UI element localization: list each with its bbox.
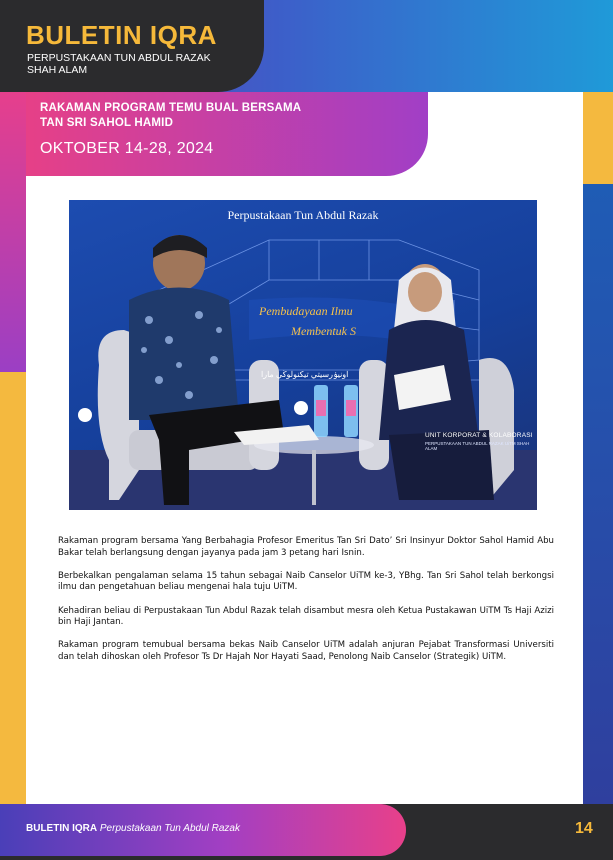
article-body — [58, 536, 554, 675]
backdrop-title: Perpustakaan Tun Abdul Razak — [227, 208, 379, 222]
left-edge-gold-band — [0, 372, 26, 804]
right-edge-gold-band — [583, 92, 613, 184]
article-title-block — [26, 92, 428, 176]
article-paragraph-2: Berbekalkan pengalaman selama 15 tahun sebagai Naib Canselor UiTM ke-3, YBhg. Tan Sri Sahol telah berkongsi ilmu dan pengetahuan beliau mengenai hala tuju UiTM. — [58, 570, 554, 593]
interview-scene-illustration — [69, 200, 537, 510]
backdrop-banner-line1: Pembudayaan Ilmu — [259, 304, 353, 318]
backdrop-jawi-text: اونيۏرسيتي تيكنولوڬي مارا — [261, 370, 349, 379]
footer-brand — [26, 823, 240, 834]
footer-brand-pill — [0, 804, 406, 856]
photo-watermark-sublabel: PERPUSTAKAAN TUN ABDUL RAZAK UiTM SHAH ALAM — [425, 441, 530, 451]
right-edge-blue-band — [583, 184, 613, 804]
article-title-line2: TAN SRI SAHOL HAMID — [40, 117, 174, 129]
backdrop-banner-line2: Membentuk S — [291, 324, 356, 338]
masthead-subtitle-line1: PERPUSTAKAAN TUN ABDUL RAZAK — [27, 52, 211, 64]
left-edge-gradient-band — [0, 92, 26, 372]
masthead — [0, 0, 264, 92]
article-paragraph-4: Rakaman program temubual bersama bekas Naib Canselor UiTM adalah anjuran Pejabat Transformasi Universiti dan telah dihoskan oleh Profesor Ts Dr Hajah Nor Hayati Saad, Penolong Naib Canselor (Strategik) UiTM. — [58, 640, 554, 662]
masthead-subtitle-line2: SHAH ALAM — [27, 64, 88, 76]
footer-brand-bold: BULETIN IQRA — [26, 823, 98, 834]
photo-watermark-label: UNIT KORPORAT & KOLABORASI — [425, 432, 533, 439]
article-date: OKTOBER 14-28, 2024 — [40, 140, 214, 157]
page-number: 14 — [575, 820, 593, 837]
article-paragraph-3: Kehadiran beliau di Perpustakaan Tun Abdul Razak telah disambut mesra oleh Ketua Pustakawan UiTM Ts Haji Azizi bin Haji Jantan. — [58, 605, 554, 628]
article-paragraph-1: Rakaman program bersama Yang Berbahagia Profesor Emeritus Tan Sri Dato’ Sri Insinyur Doktor Sahol Hamid Abu Bakar telah berlangsung dengan jayanya pada jam 3 petang hari Isnin. — [58, 536, 554, 558]
interview-photo — [69, 200, 537, 510]
footer-brand-italic: Perpustakaan Tun Abdul Razak — [99, 823, 240, 834]
article-title-line1: RAKAMAN PROGRAM TEMU BUAL BERSAMA — [40, 102, 302, 114]
masthead-title: BULETIN IQRA — [26, 20, 217, 50]
